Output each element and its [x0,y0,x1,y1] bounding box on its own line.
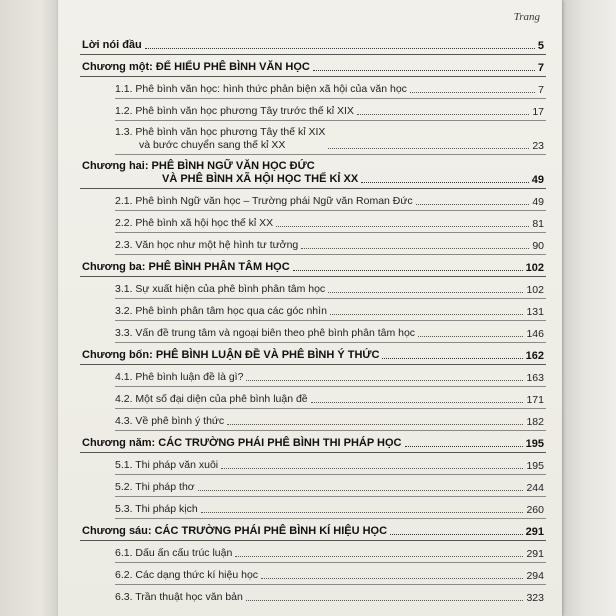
toc-entry-title [82,61,310,74]
toc-dot-leader [390,534,523,535]
toc-entry-title-line: 1.1. Phê bình văn học: hình thức phản biện xã hội của văn học [115,83,407,95]
toc-dot-leader [227,424,523,425]
background-right [560,0,616,616]
toc-entry-title [115,547,232,560]
toc-chapter-row [82,52,544,74]
toc-entry-title-line: 4.3. Về phê bình ý thức [115,415,225,427]
toc-page-number: 49 [532,196,544,208]
toc-entry-title [82,160,358,186]
toc-entry-title [115,481,195,494]
toc-entry-title-line: 2.2. Phê bình xã hội học thế kỉ XX [115,217,274,229]
toc-dot-leader [235,556,523,557]
toc-page-number: 195 [526,460,544,472]
toc-dot-leader [328,292,523,293]
toc-page-number: 182 [526,416,544,428]
toc-chapter-row [82,516,544,538]
toc-dot-leader [261,578,523,579]
toc-dot-leader [246,600,524,601]
toc-entry-title [115,371,243,384]
toc-entry-title-line: Chương hai: PHÊ BÌNH NGỮ VĂN HỌC ĐỨC [82,160,315,172]
toc-section-row [82,96,544,118]
toc-page-number: 323 [526,592,544,604]
toc-dot-leader [330,314,524,315]
toc-page-number: 131 [526,306,544,318]
toc-entry-title-line: Chương năm: CÁC TRƯỜNG PHÁI PHÊ BÌNH THI PHÁP HỌC [82,437,402,449]
toc-page-number: 102 [525,262,544,274]
toc-chapter-row [82,152,544,186]
toc-chapter-row [82,340,544,362]
toc-dot-leader [246,380,523,381]
toc-section-row [82,406,544,428]
table-of-contents [82,30,544,604]
toc-entry-title-line: 2.3. Văn học như một hệ hình tư tưởng [115,239,299,251]
toc-section-row [82,296,544,318]
toc-entry-title [115,217,273,230]
toc-dot-leader [382,358,522,359]
toc-entry-title [115,503,198,516]
toc-entry-title-line: 6.1. Dấu ấn cấu trúc luận [115,547,233,559]
toc-page-number: 23 [532,140,544,152]
toc-page-number: 244 [526,482,544,494]
toc-entry-title-line: 5.3. Thi pháp kịch [115,503,198,515]
toc-dot-leader [201,512,524,513]
toc-entry-title [82,39,142,52]
toc-page-number: 195 [525,438,544,450]
toc-entry-title-line: 6.2. Các dạng thức kí hiệu học [115,569,259,581]
toc-entry-title [115,459,218,472]
toc-entry-title-line: 3.3. Vấn đề trung tâm và ngoại biên theo phê bình phân tâm học [115,327,416,339]
toc-dot-leader [311,402,524,403]
toc-dot-leader [361,182,529,183]
toc-chapter-row [82,252,544,274]
toc-chapter-row [82,428,544,450]
toc-entry-title-line: 1.3. Phê bình văn học phương Tây thế kỉ XIX [115,126,326,138]
toc-dot-leader [301,248,529,249]
toc-entry-title-line: Chương ba: PHÊ BÌNH PHÂN TÂM HỌC [82,261,290,273]
book-page [58,0,562,616]
toc-dot-leader [313,70,535,71]
toc-entry-title [115,195,413,208]
toc-page-number: 171 [526,394,544,406]
toc-dot-leader [293,270,523,271]
toc-page-number: 291 [526,548,544,560]
toc-dot-leader [410,92,535,93]
toc-entry-title-line: 6.3. Trần thuật học văn bản [115,591,243,603]
toc-entry-title [82,437,402,450]
toc-entry-title [115,239,298,252]
toc-page-number: 294 [526,570,544,582]
toc-entry-title [115,83,407,96]
toc-page-number: 102 [526,284,544,296]
toc-entry-title-line: Chương một: ĐỂ HIỂU PHÊ BÌNH VĂN HỌC [82,61,310,73]
toc-section-row [82,472,544,494]
page-column-header: Trang [513,11,540,23]
toc-entry-title-line: Lời nói đầu [82,39,142,51]
toc-chapter-row [82,30,544,52]
toc-entry-title [115,126,325,152]
toc-page-number: 49 [531,174,544,186]
toc-dot-leader [405,446,523,447]
toc-dot-leader [416,204,530,205]
toc-entry-title-line: 5.2. Thi pháp thơ [115,481,195,493]
toc-entry-title [115,105,354,118]
toc-page-number: 291 [525,526,544,538]
toc-entry-title-line: 4.1. Phê bình luận đề là gì? [115,371,244,383]
toc-entry-title [82,261,290,274]
toc-entry-title-line: 3.2. Phê bình phân tâm học qua các góc nhìn [115,305,327,317]
toc-section-row [82,186,544,208]
toc-entry-title [115,327,415,340]
toc-page-number: 7 [538,84,544,96]
toc-dot-leader [357,114,529,115]
toc-dot-leader [198,490,524,491]
toc-page-number: 5 [537,40,544,52]
toc-entry-title [115,393,308,406]
toc-page-number: 81 [532,218,544,230]
toc-entry-title-line: Chương sáu: CÁC TRƯỜNG PHÁI PHÊ BÌNH KÍ HIỆU HỌC [82,525,388,537]
toc-entry-title-line: 5.1. Thi pháp văn xuôi [115,459,219,471]
toc-dot-leader [418,336,523,337]
toc-entry-title-line: VÀ PHÊ BÌNH XÃ HỘI HỌC THẾ KỈ XX [162,173,359,185]
toc-section-row [82,274,544,296]
toc-section-row [82,118,544,152]
toc-section-row [82,538,544,560]
toc-entry-title [115,569,258,582]
toc-section-row [82,318,544,340]
toc-section-row [82,208,544,230]
toc-entry-title-line: 2.1. Phê bình Ngữ văn học – Trường phái Ngữ văn Roman Đức [115,195,413,207]
toc-entry-title-line: 3.1. Sự xuất hiện của phê bình phân tâm học [115,283,326,295]
toc-page-number: 260 [526,504,544,516]
toc-entry-title-line: Chương bốn: PHÊ BÌNH LUẬN ĐỀ VÀ PHÊ BÌNH Ý THỨC [82,349,380,361]
toc-entry-title [115,305,327,318]
toc-page-number: 146 [526,328,544,340]
background-left [0,0,58,616]
toc-section-row [82,494,544,516]
toc-page-number: 162 [525,350,544,362]
toc-entry-title [82,525,387,538]
toc-section-row [82,582,544,604]
toc-dot-leader [145,48,535,49]
toc-dot-leader [221,468,523,469]
toc-section-row [82,450,544,472]
toc-page-number: 90 [532,240,544,252]
toc-dot-leader [276,226,529,227]
toc-page-number: 163 [526,372,544,384]
toc-section-row [82,384,544,406]
toc-section-row [82,362,544,384]
toc-section-row [82,560,544,582]
toc-entry-title-line: 4.2. Một số đại diện của phê bình luận đề [115,393,308,405]
toc-entry-title [82,349,379,362]
toc-page-number: 7 [537,62,544,74]
toc-section-row [82,230,544,252]
toc-entry-title [115,415,224,428]
toc-entry-title [115,283,325,296]
toc-page-number: 17 [532,106,544,118]
toc-entry-title-line: 1.2. Phê bình văn học phương Tây trước thế kỉ XIX [115,105,354,117]
toc-dot-leader [328,148,529,149]
toc-entry-title [115,591,243,604]
toc-entry-title-line: và bước chuyển sang thế kỉ XX [139,139,286,151]
toc-section-row [82,74,544,96]
